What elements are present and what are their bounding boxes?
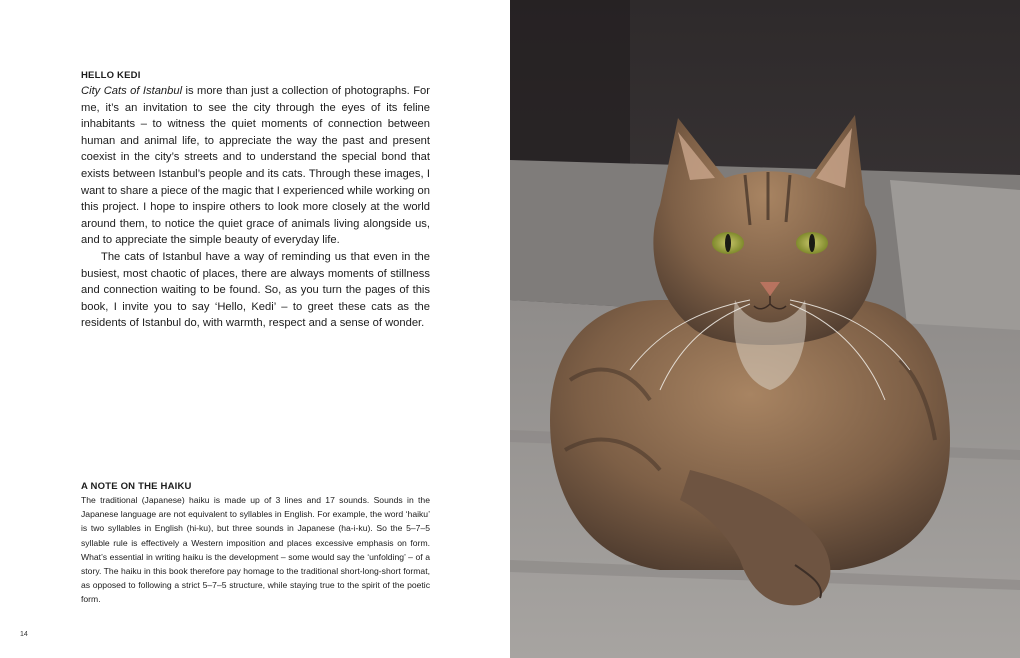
intro-paragraph-1-text: is more than just a collection of photographs. For me, it’s an invitation to see the city through the eyes of its feline inhabitants – to witness the quiet moments of connection between human and animal life, to appreciate the way the past and present coexist in the city’s streets and to understand the special bond that exists between Istanbul’s people and its cats. Through these images, I want to share a piece of the magic that I experienced while working on this project. I hope to inspire others to look more closely at the world around them, to notice the quiet grace of animals living alongside us, and to appreciate the simple beauty of everyday life.	[81, 85, 430, 247]
haiku-note-body: The traditional (Japanese) haiku is made up of 3 lines and 17 sounds. Sounds in the Japanese language are not equivalent to syllables in English. For example, the word ‘haiku’ is two syllables in English (hi-ku), but three sounds in Japanese (ha-i-ku). So the 5–7–5 syllable rule is effectively a Western imposition and places excessive emphasis on form. What’s essential in writing haiku is the development – some would say the ‘unfolding’ – of a story. The haiku in this book therefore pay homage to the traditional short-long-short format, as opposed to following a strict 5–7–5 structure, while staying true to the spirit of the poetic form.	[81, 495, 430, 605]
intro-paragraph-2: The cats of Istanbul have a way of reminding us that even in the busiest, most chaotic of places, there are always moments of stillness and connection waiting to be found. So, as you turn the pages of this book, I invite you to say ‘Hello, Kedi’ – to greet these cats as the residents of Istanbul do, with warmth, respect and a sense of wonder.	[81, 250, 430, 330]
cat-photo	[510, 0, 1020, 658]
intro-body	[81, 83, 430, 332]
intro-heading: HELLO KEDI	[81, 70, 141, 81]
book-title: City Cats of Istanbul	[81, 85, 183, 97]
haiku-note-heading: A NOTE ON THE HAIKU	[81, 481, 192, 492]
page-number: 14	[20, 631, 28, 638]
cat-photo-illustration	[510, 0, 1020, 658]
intro-paragraph-1	[81, 83, 430, 249]
